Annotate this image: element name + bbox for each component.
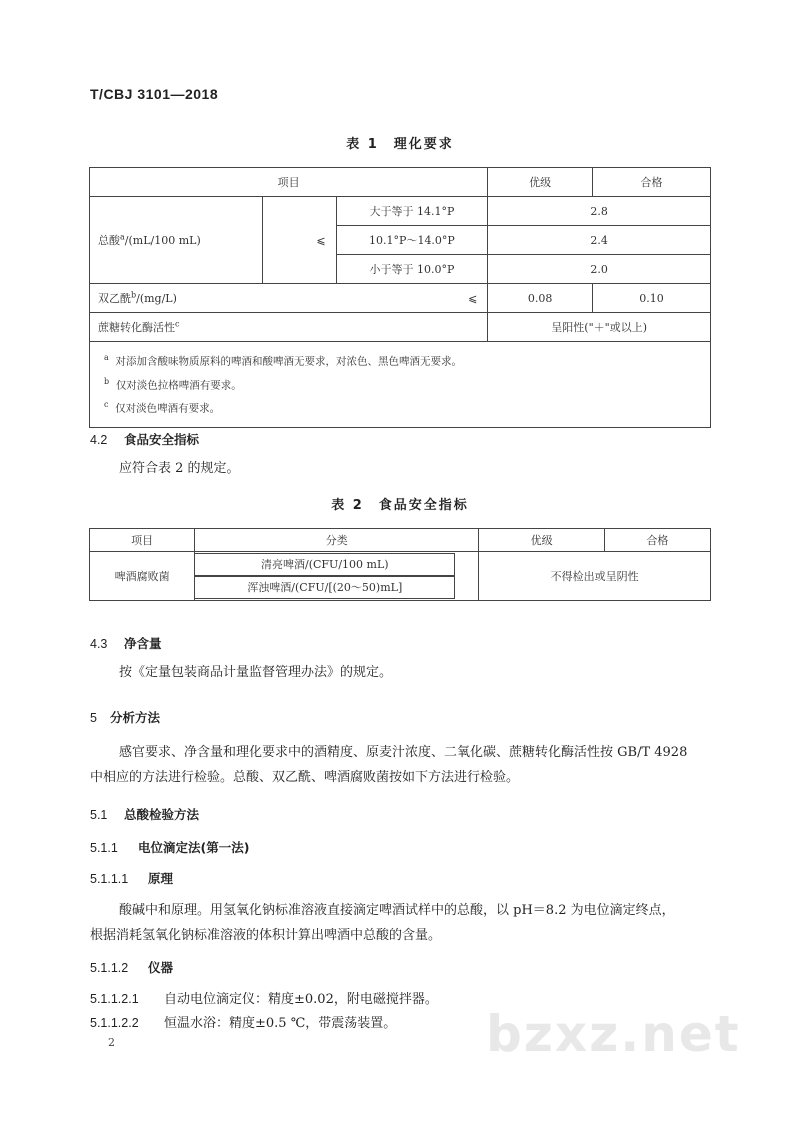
diacetyl-excellent: 0.08 [488,284,593,313]
clear-beer-label: 清亮啤酒/(CFU/100 mL) [194,553,455,576]
section-4-2-body: 应符合表 2 的规定。 [119,461,240,476]
table1-caption: 表 1 理化要求 [346,137,454,152]
diacetyl-label: 双乙酰$^b$/(mg/L) [90,284,337,313]
col-excellent-header: 优级 [488,168,593,197]
total-acid-label: 总酸$^a$/(mL/100 mL) [90,197,263,284]
col-item-header: 项目 [90,168,488,197]
class-cell [195,552,479,601]
note-b: $^b$ 仅对淡色拉格啤酒有要求。 [104,376,242,391]
section-4-3-heading: 4.3 净含量 [90,636,162,651]
watermark-text: bzxz.net [486,1005,741,1063]
cloudy-beer-label: 浑浊啤酒/(CFU/[(20～50)mL] [194,576,455,599]
table-row [90,168,711,197]
table-row [90,313,711,342]
sucrase-label: 蔗糖转化酶活性$^c$ [90,313,488,342]
table2-food-safety [89,528,711,601]
col-excellent-header: 优级 [479,529,605,552]
table1-notes [90,342,711,428]
section-5-1-1-1-heading: 5.1.1.1 原理 [90,871,174,886]
table-row [90,197,711,226]
sucrase-value: 呈阳性("＋"或以上) [488,313,711,342]
section-5-1-heading: 5.1 总酸检验方法 [90,807,200,822]
acid-value: 2.8 [488,197,711,226]
section-4-2-heading: 4.2 食品安全指标 [90,432,200,447]
section-5-1-1-1-body: 酸碱中和原理。用氢氧化钠标准溶液直接滴定啤酒试样中的总酸，以 pH＝8.2 为电位滴定终点， 根据消耗氢氧化钠标准溶液的体积计算出啤酒中总酸的含量。 [90,903,675,943]
table2-caption: 表 2 食品安全指标 [331,498,469,513]
diacetyl-le: ⩽ [336,284,488,313]
table1-physicochemical [89,167,711,428]
col-qualified-header: 合格 [593,168,711,197]
list-item: 5.1.1.2.2 恒温水浴：精度±0.5 ℃，带震荡装置。 [90,1016,397,1031]
spoilage-bacteria-label: 啤酒腐败菌 [90,552,195,601]
spoilage-value: 不得检出或呈阴性 [479,552,711,601]
section-4-3-body: 按《定量包装商品计量监督管理办法》的规定。 [119,665,393,680]
section-5-1-1-heading: 5.1.1 电位滴定法(第一法) [90,840,250,855]
page-number: 2 [108,1036,115,1049]
diacetyl-qualified: 0.10 [593,284,711,313]
note-c: $^c$ 仅对淡色啤酒有要求。 [104,400,221,415]
col-item-header: 项目 [90,529,195,552]
section-5-body: 感官要求、净含量和理化要求中的酒精度、原麦汁浓度、二氧化碳、蔗糖转化酶活性按 GB/T 4928 中相应的方法进行检验。总酸、双乙酰、啤酒腐败菌按如下方法进行检验。 [90,745,688,785]
table-row [90,552,711,601]
col-class-header: 分类 [195,529,479,552]
le-symbol: ⩽ [262,197,336,284]
acid-cond: 10.1°P～14.0°P [336,226,488,255]
col-qualified-header: 合格 [604,529,710,552]
acid-cond: 大于等于 14.1°P [336,197,488,226]
list-item: 5.1.1.2.1 自动电位滴定仪：精度±0.02，附电磁搅拌器。 [90,992,438,1007]
section-5-1-1-2-heading: 5.1.1.2 仪器 [90,960,174,975]
table-row [90,342,711,428]
standard-code: T/CBJ 3101—2018 [90,86,219,102]
acid-cond: 小于等于 10.0°P [336,255,488,284]
acid-value: 2.4 [488,226,711,255]
note-a: $^a$ 对添加含酸味物质原料的啤酒和酸啤酒无要求，对浓色、黑色啤酒无要求。 [104,353,462,368]
table-row [90,529,711,552]
section-5-heading: 5 分析方法 [90,710,161,725]
table-row [90,284,711,313]
acid-value: 2.0 [488,255,711,284]
